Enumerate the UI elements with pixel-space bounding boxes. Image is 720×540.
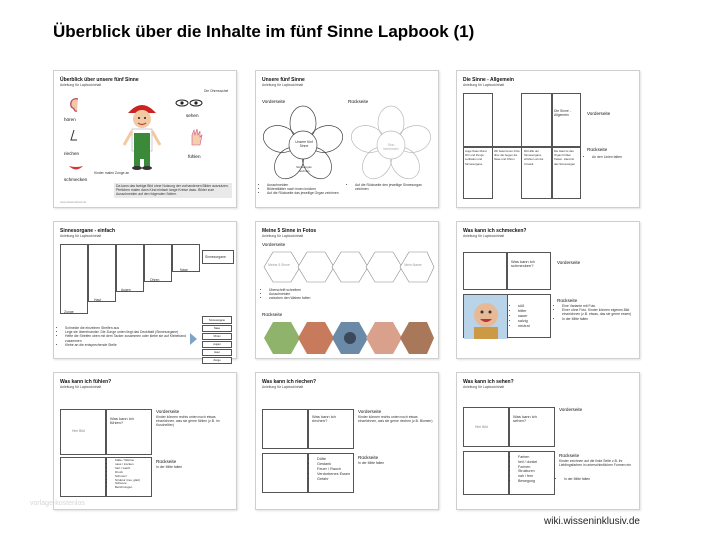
back-label: Rückseite [557,298,578,303]
back-label: Rückseite [559,453,580,458]
step: • Lege sie übereinander. Die Zunge unten liegt das Deckblatt (Sinnesorgane) [65,330,186,334]
flower-petal-text: Sinnesorgan zeichnen [296,165,312,174]
image-placeholder-text: Hier Bild [72,429,85,433]
strip-label: Ohren [150,278,160,282]
mini-item: Sinnesorgane [202,316,232,324]
mini-booklet [202,316,232,364]
flower-center-text: Unsere fünf Sinne [295,140,313,149]
list-item: • Kälte / Wärme [115,459,150,463]
hex-right-text: Mein Name [404,263,422,267]
page-title: Überblick über die Inhalte im fünf Sinne Lapbook (1) [53,22,475,41]
thumbnail-sight[interactable] [456,372,640,510]
list-item: • Gefahr [317,477,352,482]
step: • Schneide die einzelnen Streifen aus [65,326,186,330]
fold-right [507,252,551,290]
smell-list [312,457,352,482]
front-text: Kinder können rechts unten noch etwas einzeichnen, was sie gerne fühlen (z.B. im Kuscheltier) [156,415,220,428]
front-text: Kinder können rechts unten noch etwas einzeichnen, was sie gerne riechen (z.B. Blumen) [358,415,433,424]
thumb-subtitle: Anleitung für Lapbookinhalt [463,385,505,389]
list-item: • Bewegung [518,479,553,484]
tasting-face-image [464,295,508,339]
thumbnail-overview-senses[interactable] [53,70,237,208]
back-label: Rückseite [358,455,379,460]
left-bullets [262,183,346,196]
arrow-right-icon [188,332,198,346]
thumbnail-touch[interactable] [53,372,237,510]
thumb-footer: www.wisseninklusiv.de [60,201,87,204]
thumb-subtitle: Anleitung für Lapbookinhalt [262,83,304,87]
nose-icon [68,129,80,143]
thumbnail-taste[interactable] [456,221,640,359]
thumb-title: Die Sinne - Allgemein [463,77,514,83]
hand-icon [188,127,204,147]
boy-figure-image [116,99,168,171]
list-item: • hell / dunkel [518,460,553,465]
fold-top-left [262,409,308,449]
thumb-title: Was kann ich fühlen? [60,379,112,385]
label-sehen: sehen [186,113,199,118]
front-label: Vorderseite [262,242,286,247]
thumbnail-senses-general[interactable] [456,70,640,208]
fold-bottom-left [262,453,308,493]
thumb-title: Was kann ich riechen? [262,379,316,385]
col-text-4: Die Haut ist das Organ Fühlen Tasten. Hand ist das Sinnesorgan [554,149,575,166]
front-label: Vorderseite [587,111,611,116]
thumb-subtitle: Anleitung für Lapbookinhalt [60,234,102,238]
photo-frame [463,294,507,338]
list-item: • Feuer / Rauch [317,467,352,472]
list-item: • Gestank [317,462,352,467]
step: • Hefte die Streifen oben mit dem Tacker zusammen oder klebe sie auf Klebeband zusammen [65,334,186,342]
front-label: Vorderseite [156,409,180,414]
front-label: Vorderseite [559,407,583,412]
mini-item: Zunge [202,357,232,364]
eyes-icon [174,97,204,109]
taste-item: • neutral [518,324,549,329]
list-item: • Druck [115,471,150,475]
photo-hexagons [262,320,436,356]
list-item: • Formen [518,465,553,470]
source-credit: wiki.wisseninklusiv.de [544,516,640,527]
list-item: • nass / trocken [115,463,150,467]
thumb-subtitle: Anleitung für Lapbookinhalt [60,385,102,389]
thumb-subtitle: Anleitung für Lapbookinhalt [60,83,102,87]
ear-icon [68,97,82,113]
thumb-title: Sinnesorgane - einfach [60,228,116,234]
mini-item: Ohren [202,333,232,340]
list-item: • hart / weich [115,467,150,471]
box-label: Was kann ich fühlen? [110,416,134,426]
flower-back-diagram [350,105,432,175]
bullet: • Auf die Rückseite das jeweilige Organ zeichnen [267,191,346,195]
thumbnail-senses-photos[interactable] [255,221,439,359]
thumb-subtitle: Anleitung für Lapbookinhalt [463,234,505,238]
taste-item: • salzig [518,319,549,324]
box-label: Was kann ich riechen? [312,414,336,424]
step-list [60,326,186,347]
bullet: • Einer ohne Foto. Kinder können eigenes Bild einzeichnen (z.B. etwas, das sie gerne essen) [562,308,637,316]
list-item: • Struktur (rau, glatt) [115,479,150,483]
step: • Klebe an die entsprechende Stelle [65,343,186,347]
box-label: Was kann ich schmecken? [511,259,535,269]
back-label: Rückseite [262,312,283,317]
thumb-subtitle: Anleitung für Lapbookinhalt [262,385,304,389]
label-hoeren: hören [64,117,76,122]
back-text: In der Mitte falten [156,465,183,469]
strip-label: Nase [180,268,188,272]
bullet: • An den Linien falten [592,155,637,159]
image-placeholder-text: Hier Bild [475,425,488,429]
list-item: • Schwere [115,482,150,486]
back-bullets [559,477,635,481]
center-label: Die Sinne - Allgemein [554,109,571,118]
hex-left-text: Meine 5 Sinne [268,263,290,267]
thumb-title: Überblick über unsere fünf Sinne [60,77,139,83]
tongue-note: Kinder malen Zunge an [94,171,130,175]
thumb-title: Was kann ich sehen? [463,379,514,385]
bullet: • Ausschneiden [269,292,384,296]
bullet: • Eine Variante mit Foto [562,304,637,308]
list-item: • Strukturen [518,469,553,474]
list-item: • Düfte [317,457,352,462]
back-bullets [557,304,637,321]
bullet: • zwischen den Waben falten [269,296,384,300]
flower-back-center: Sinn benennen [383,143,399,152]
thumb-title: Was kann ich schmecken? [463,228,527,234]
strip-augen [116,244,144,292]
note-top-right: Die Ohrmuschel [204,89,229,93]
fold-right [509,407,555,447]
col-text-2: Wir bekommen Infos über die Augen die Nase und Ohren [494,149,520,162]
label-riechen: riechen [64,151,80,156]
back-label: Rückseite [587,147,608,152]
list-item: • Berührungen [115,486,150,490]
taste-list [513,304,549,329]
strip-haut [88,244,116,302]
bullet-list [264,288,384,301]
fold-bottom-left [60,457,106,497]
instruction-box: Da kann das farbige Bild ohne Nutzung der vorhandenen Bilder ausnutzen. Pfeilchen malen dann Kind einfach lange Kreise dazu. Bilder zum Ausschneiden auf den folgenden Seiten. [114,183,232,198]
watermark-text: vorlage-kostenlos [30,500,85,507]
strip-label: Haut [94,298,102,302]
fold-bottom-left [463,451,509,495]
label-fuehlen: fühlen [188,154,201,159]
col-text-3: Mit Hilfe der Sinnesorgane erfahren wir die Umwelt [524,149,544,166]
thumb-subtitle: Anleitung für Lapbookinhalt [262,234,304,238]
thumbnail-sense-organs[interactable] [53,221,237,362]
mini-item: Nase [202,325,232,332]
strip-label: Sinnesorgane [205,255,226,259]
label-schmecken: schmecken [64,177,88,182]
back-label: Rückseite [348,99,369,104]
list-item: • Schmerz [115,475,150,479]
strip-zunge [60,244,88,314]
thumb-title: Unsere fünf Sinne [262,77,305,83]
bullet: • Blütenblätter nach innen knicken [267,187,346,191]
thumb-title: Meine 5 Sinne in Fotos [262,228,317,234]
taste-item: • süß [518,304,549,309]
thumbnail-five-senses-flower[interactable] [255,70,439,208]
taste-item: • bitter [518,309,549,314]
strip-label: Zunge [64,310,74,314]
back-label: Rückseite [156,459,177,464]
strip-label: Augen [121,288,131,292]
thumb-subtitle: Anleitung für Lapbookinhalt [463,83,505,87]
sight-list [513,455,553,484]
box-label: Was kann ich sehen? [513,414,537,424]
bullet: • In der Mitte falten [562,317,637,321]
taste-item: • sauer [518,314,549,319]
strip-ohren [144,244,172,282]
thumbnail-smell[interactable] [255,372,439,510]
front-label: Vorderseite [557,260,581,265]
touch-list [110,459,150,490]
mouth-icon [68,163,84,173]
front-label: Vorderseite [358,409,382,414]
bullet: • In der Mitte falten [564,477,635,481]
col-text-1: Auge Nase Mund Ohr und Zunge. Leitfaden und Sinnesorgane [465,149,487,166]
bullet: • Überschrift schreiben [269,288,384,292]
grid-divider [463,146,581,148]
back-text: In der Mitte falten [358,461,385,465]
list-item: • Verdorbenes Essen [317,472,352,477]
bullet: • Ausschneiden [267,183,346,187]
fold-left [463,252,507,290]
list-item: • Farben [518,455,553,460]
mini-item: Haut [202,349,232,356]
back-bullets [587,155,637,159]
bullet: • Auf die Rückseite den jeweilige Sinnesorgan zeichnen [355,183,434,191]
right-bullets [350,183,434,191]
mini-item: Augen [202,341,232,348]
back-text: Kinder zeichnen auf die linke Seite z.B. ihr Lieblingsfarben in unterschiedlichen Formen ein [559,459,631,468]
front-label: Vorderseite [262,99,286,104]
list-item: • nah / fern [518,474,553,479]
